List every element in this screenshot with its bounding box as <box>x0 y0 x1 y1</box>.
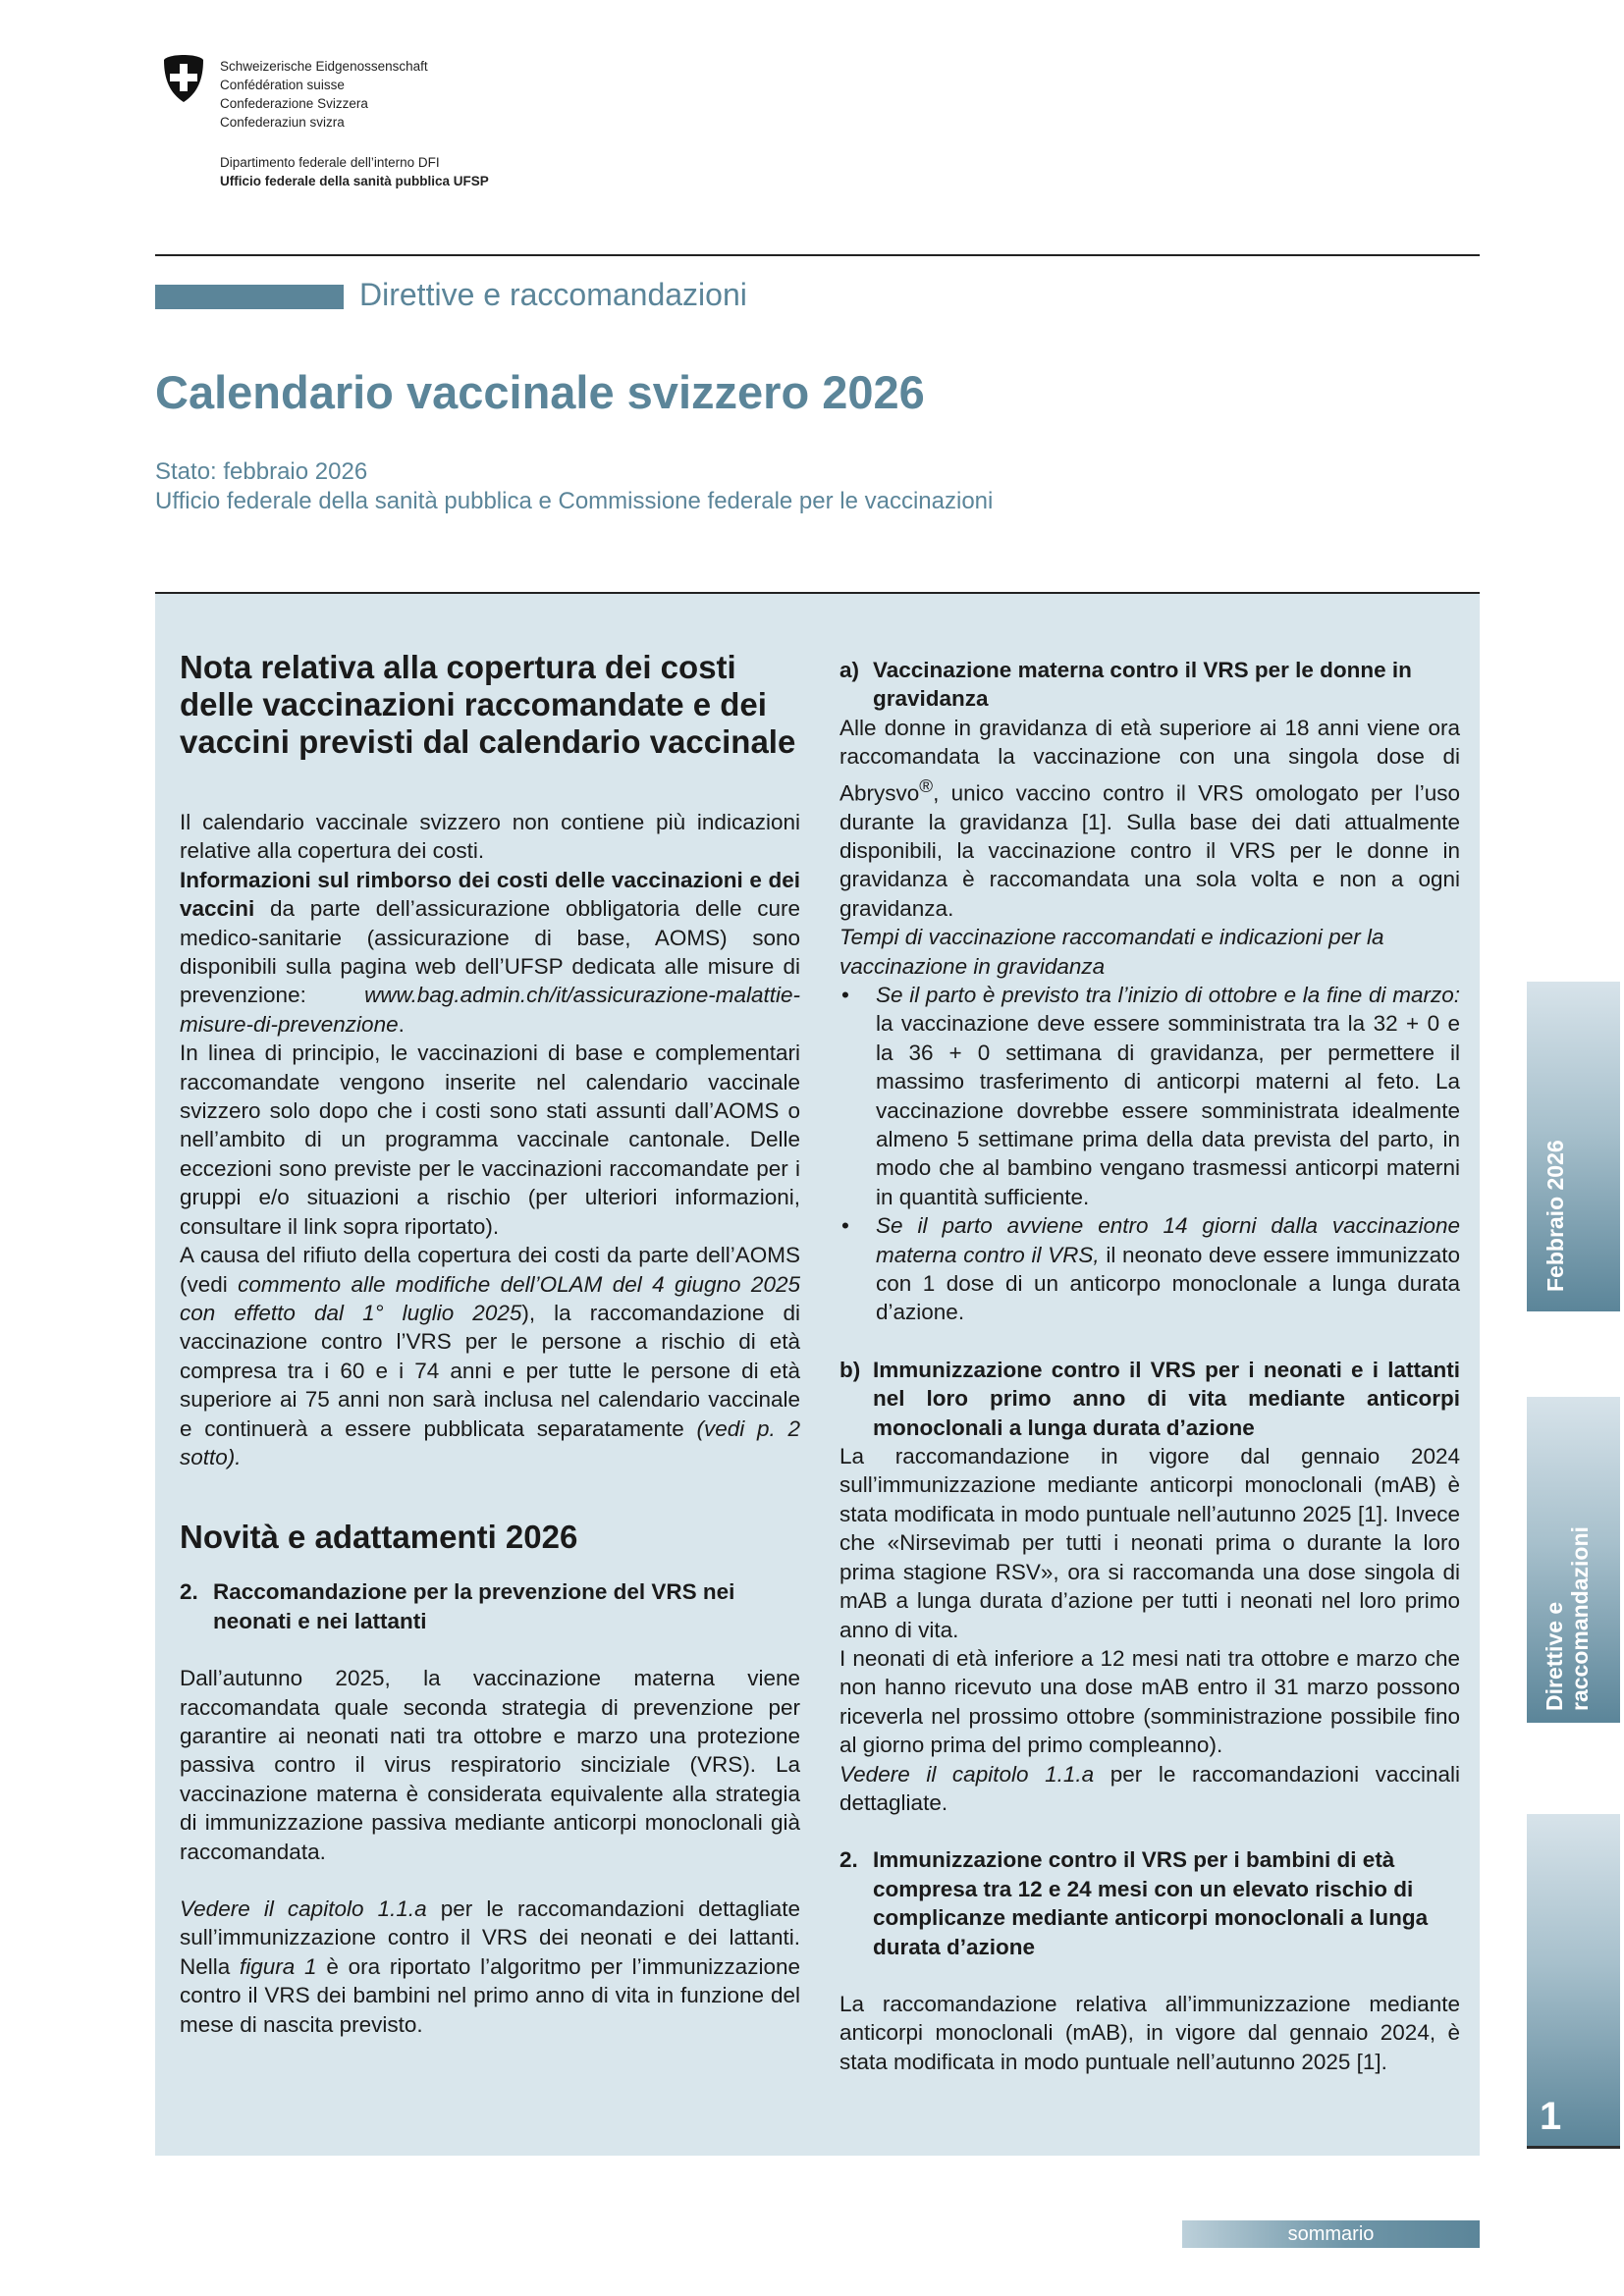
section-a-heading <box>839 656 1460 714</box>
bullet-2-text: il neonato deve essere immunizzato con 1 dose di un anticorpo monoclonale a lunga durata d’azione. <box>876 1242 1460 1325</box>
cost-note-p2-bold: Informazioni sul rimborso dei costi delle vaccinazioni e dei vaccini <box>180 867 800 922</box>
section-a-letter: a) <box>839 658 860 682</box>
see-page-2-reference: (vedi p. 2 sotto). <box>180 1415 800 1469</box>
bullet-2-lead: Se il parto avviene entro 14 giorni dalla vaccinazione materna contro il VRS, <box>876 1213 1460 1267</box>
prevention-link[interactable]: www.bag.admin.ch/it/assicurazione-malattie-misure-di-prevenzione <box>180 983 800 1037</box>
right-column <box>839 656 1460 2076</box>
office-name: Ufficio federale della sanità pubblica UFSP <box>220 174 489 188</box>
chapter-reference: Vedere il capitolo 1.1.a <box>180 1896 427 1921</box>
confederation-names <box>220 57 428 132</box>
status-block <box>155 457 993 516</box>
item2-number: 2. <box>180 1579 198 1605</box>
bullet-dot: • <box>841 1213 849 1239</box>
cost-note-p4-b: ), la raccomandazione di vaccinazione contro l’VRS per le persone a rischio di età compresa tra i 60 e i 74 anni e per tutte le persone di età superiore ai 75 anni non sarà inclusa nel calendario vaccinale e continuerà a essere pubblicata separatamente <box>180 1300 800 1441</box>
side-tab-section-line2: raccomandazioni <box>1567 1526 1593 1711</box>
page-number: 1 <box>1540 2095 1562 2138</box>
item2-p2-a: per le raccomandazioni dettagliate sull’immunizzazione contro il VRS dei neonati e dei lattanti. Nella <box>180 1896 800 1979</box>
item2b-heading-text: Immunizzazione contro il VRS per i bambini di età compresa tra 12 e 24 mesi con un elevato rischio di complicanze mediante anticorpi monoclonali a lunga durata d’azione <box>873 1847 1429 1959</box>
section-b-heading-text: Immunizzazione contro il VRS per i neonati e i lattanti nel loro primo anno di vita mediante anticorpi monoclonali a lunga durata d’azione <box>873 1357 1460 1440</box>
section-b-letter: b) <box>839 1357 861 1382</box>
status-line: Stato: febbraio 2026 <box>155 458 368 485</box>
section-b-heading <box>839 1356 1460 1442</box>
bullet-item-1 <box>839 981 1460 1211</box>
side-tab-date-label: Febbraio 2026 <box>1543 1140 1568 1292</box>
bullet-item-2 <box>839 1211 1460 1327</box>
section-b-p1: La raccomandazione in vigore dal gennaio 2024 sull’immunizzazione mediante anticorpi monoclonali (mAB) è stata modificata in modo puntuale nell’autunno 2025 [1]. Invece che «Nirsevimab per tutti i neonati prima o durante la loro prima stagione RSV», ora si raccomanda una dose singola di mAB a lunga durata d’azione per tutti i neonati nel loro primo anno di vita. <box>839 1444 1460 1642</box>
section-a-subheading: Tempi di vaccinazione raccomandati e indicazioni per la vaccinazione in gravidanza <box>839 925 1384 979</box>
section-a-p1-b: , unico vaccino contro il VRS omologato per l’uso durante la gravidanza [1]. Sulla base dei dati attualmente disponibili, la vaccinazione contro il VRS per le donne in gravidanza è raccomandata una sola volta e non a ogni gravidanza. <box>839 780 1460 921</box>
confed-fr: Confédération suisse <box>220 78 345 92</box>
section-a-p1-a: Alle donne in gravidanza di età superiore ai 18 anni viene ora raccomandata la vaccinazione con una singola dose di Abrysvo <box>839 715 1460 806</box>
confed-de: Schweizerische Eidgenossenschaft <box>220 59 428 74</box>
cost-note-p2-end: . <box>398 1011 405 1037</box>
cost-note-p1: Il calendario vaccinale svizzero non contiene più indicazioni relative alla copertura dei costi. <box>180 810 800 864</box>
olam-comment-reference: commento alle modifiche dell’OLAM del 4 giugno 2025 con effetto dal 1° luglio 2025 <box>180 1271 800 1325</box>
authors-line: Ufficio federale della sanità pubblica e Commissione federale per le vaccinazioni <box>155 488 994 514</box>
side-tab-section-line1: Direttive e <box>1542 1601 1567 1711</box>
confed-it: Confederazione Svizzera <box>220 96 368 111</box>
sommario-button[interactable]: sommario <box>1182 2220 1480 2248</box>
section-a-heading-text: Vaccinazione materna contro il VRS per le donne in gravidanza <box>873 658 1412 712</box>
cost-note-p3: In linea di principio, le vaccinazioni di base e complementari raccomandate vengono inserite nel calendario vaccinale svizzero solo dopo che i costi sono stati assunti dall’AOMS o nell’ambito di un programma vaccinale cantonale. Delle eccezioni sono previste per le vaccinazioni raccomandate per i gruppi e/o situazioni a rischio (per ulteriori informazioni, consultare il link sopra riportato). <box>180 1041 800 1239</box>
section-b-p2: I neonati di età inferiore a 12 mesi nati tra ottobre e marzo che non hanno ricevuto una dose mAB entro il 31 marzo possono riceverla nel prossimo ottobre (somministrazione possibile fino al giorno prima del primo compleanno). <box>839 1645 1460 1758</box>
left-column <box>180 649 800 2039</box>
registered-mark: ® <box>919 774 934 796</box>
content-box-rule <box>155 592 1480 594</box>
side-tab-rule <box>1527 2146 1620 2149</box>
news-heading: Novità e adattamenti 2026 <box>180 1519 578 1556</box>
header-rule <box>155 254 1480 256</box>
department-block <box>220 153 489 190</box>
item2b-p1: La raccomandazione relativa all’immunizzazione mediante anticorpi monoclonali (mAB), in vigore dal gennaio 2024, è stata modificata in modo puntuale nell’autunno 2025 [1]. <box>839 1991 1460 2074</box>
item2-p2 <box>180 1895 800 2039</box>
item2-heading <box>180 1577 800 1635</box>
department-name: Dipartimento federale dell’interno DFI <box>220 155 440 170</box>
item2-p2-b: è ora riportato l’algoritmo per l’immunizzazione contro il VRS dei bambini nel primo anno di vita in funzione del mese di nascita previsto. <box>180 1953 800 2037</box>
side-tab-date[interactable] <box>1527 982 1620 1311</box>
cost-note-p2 <box>180 866 800 1039</box>
section-b-p3 <box>839 1760 1460 1818</box>
bullet-1-lead: Se il parto è previsto tra l’inizio di ottobre e la fine di marzo: <box>876 982 1460 1007</box>
cost-note-heading: Nota relativa alla copertura dei costi delle vaccinazioni raccomandate e dei vaccini previsti dal calendario vaccinale <box>180 649 796 760</box>
bullet-1-text: la vaccinazione deve essere somministrata tra la 32 + 0 e la 36 + 0 settimana di gravidanza, per permettere il massimo trasferimento di anticorpi materni al feto. La vaccinazione dovrebbe essere somministrata idealmente almeno 5 settimane prima della data prevista del parto, in modo che al bambino vengano trasmessi anticorpi materni in quantità sufficiente. <box>876 1011 1460 1209</box>
section-label: Direttive e raccomandazioni <box>359 277 747 312</box>
page-title: Calendario vaccinale svizzero 2026 <box>155 366 925 418</box>
swiss-cross-logo <box>162 54 205 103</box>
section-a-p1 <box>839 714 1460 923</box>
cost-note-p4 <box>180 1241 800 1471</box>
chapter-reference: Vedere il capitolo 1.1.a <box>839 1761 1095 1787</box>
side-tab-section-label <box>1542 1526 1593 1711</box>
item2-p1: Dall’autunno 2025, la vaccinazione materna viene raccomandata quale seconda strategia di prevenzione per garantire ai neonati nati tra ottobre e marzo una protezione passiva contro il virus respiratorio sinciziale (VRS). La vaccinazione materna è considerata equivalente alla strategia di immunizzazione passiva mediante anticorpi monoclonali già raccomandata. <box>180 1666 800 1864</box>
item2b-number: 2. <box>839 1847 858 1873</box>
side-tab-section[interactable] <box>1527 1397 1620 1723</box>
item2-heading-text: Raccomandazione per la prevenzione del VRS nei neonati e nei lattanti <box>213 1579 735 1633</box>
bullet-dot: • <box>841 982 849 1007</box>
section-bar <box>155 285 344 309</box>
figure-reference: figura 1 <box>240 1953 317 1979</box>
cost-note-p2-text: da parte dell’assicurazione obbligatoria delle cure medico-sanitarie (assicurazione di base, AOMS) sono disponibili sulla pagina web dell’UFSP dedicata alle misure di prevenzione: <box>180 896 800 1008</box>
confed-rm: Confederaziun svizra <box>220 115 345 130</box>
section-b-p3-text: per le raccomandazioni vaccinali dettagliate. <box>839 1761 1460 1815</box>
item2b-heading <box>839 1845 1460 1961</box>
cost-note-p4-a: A causa del rifiuto della copertura dei costi da parte dell’AOMS (vedi <box>180 1243 800 1297</box>
